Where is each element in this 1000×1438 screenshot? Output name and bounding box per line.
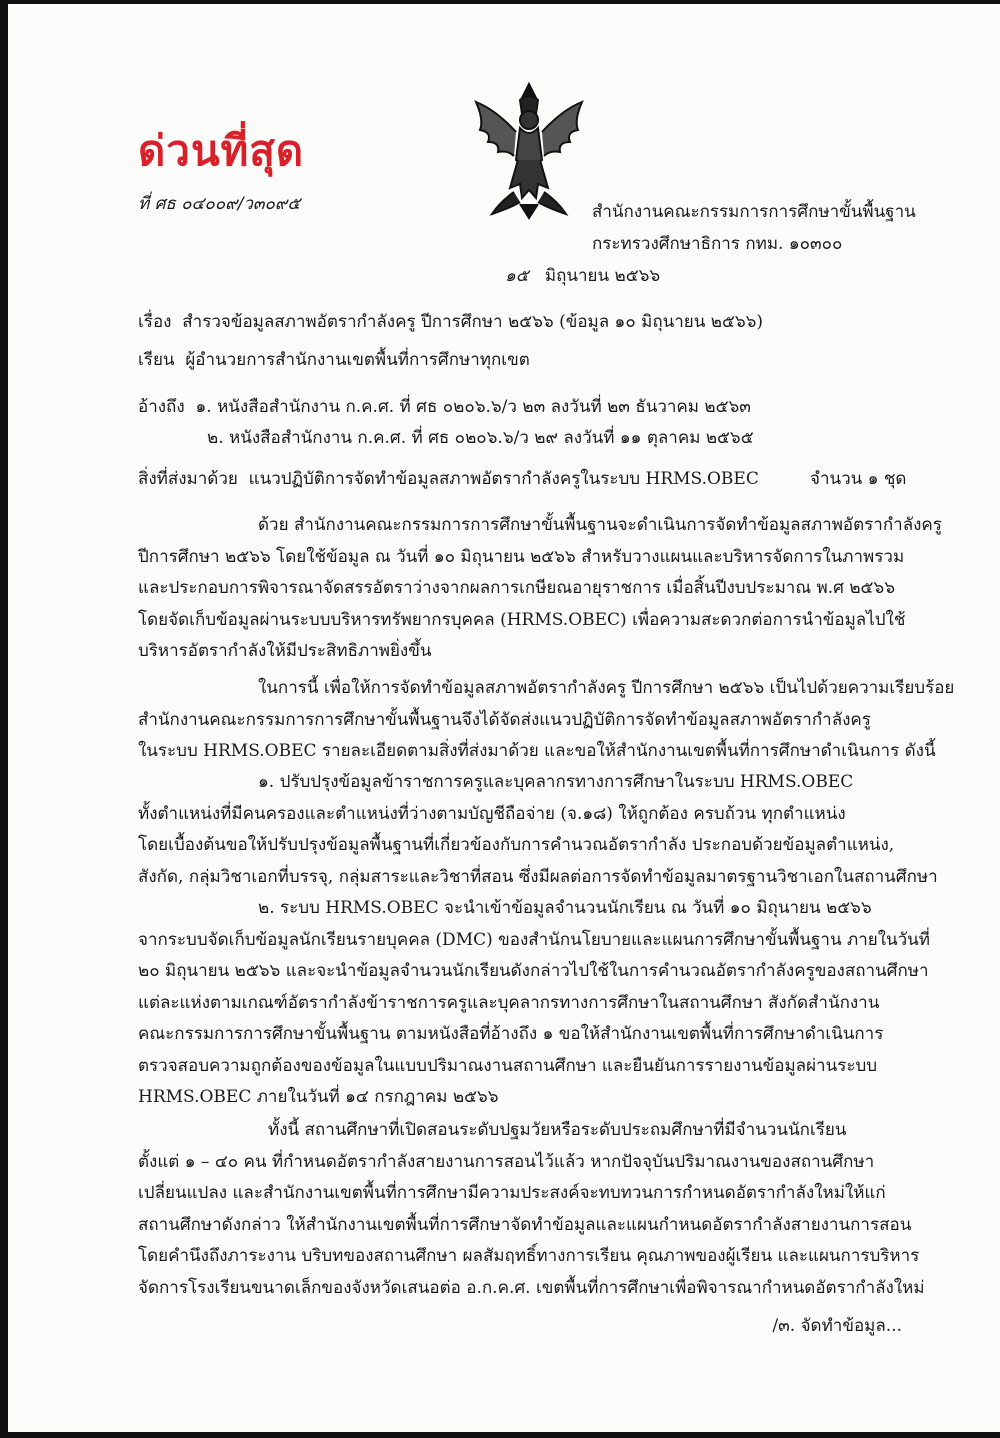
paragraph-line: ตั้งแต่ ๑ – ๔๐ คน ที่กำหนดอัตรากำลังสายงานการสอนไว้แล้ว หากปัจจุบันปริมาณงานของสถานศึกษา	[138, 1151, 875, 1172]
paragraph-line: โดยจัดเก็บข้อมูลผ่านระบบบริหารทรัพยากรบุคคล (HRMS.OBEC) เพื่อความสะดวกต่อการนำข้อมูลไปใช้	[138, 609, 906, 630]
reference-line-1	[138, 393, 751, 420]
recipient-label: เรียน	[138, 350, 175, 370]
recipient-text: ผู้อำนวยการสำนักงานเขตพื้นที่การศึกษาทุกเขต	[185, 350, 530, 370]
paragraph-line: แต่ละแห่งตามเกณฑ์อัตรากำลังข้าราชการครูและบุคลากรทางการศึกษาในสถานศึกษา สังกัดสำนักงาน	[138, 992, 880, 1013]
reference-number: ที่ ศธ ๐๔๐๐๙/ว๓๐๙๕	[138, 194, 301, 214]
recipient-line	[138, 346, 530, 373]
date-day: ๑๕	[505, 266, 529, 286]
paragraph-line: โดยคำนึงถึงภาระงาน บริบทของสถานศึกษา ผลสัมฤทธิ์ทางการเรียน คุณภาพของผู้เรียน และแผนการบริหาร	[138, 1246, 920, 1266]
body-paragraph-1	[138, 510, 942, 668]
reference-line-2	[207, 424, 754, 451]
subject-label: เรื่อง	[138, 312, 172, 332]
paragraph-line: คณะกรรมการการศึกษาขั้นพื้นฐาน ตามหนังสือที่อ้างถึง ๑ ขอให้สำนักงานเขตพื้นที่การศึกษาดำเนินการ	[138, 1024, 884, 1044]
reference-item: ๑. หนังสือสำนักงาน ก.ค.ศ. ที่ ศธ ๐๒๐๖.๖/ว ๒๓ ลงวันที่ ๒๓ ธันวาคม ๒๕๖๓	[195, 397, 751, 417]
scan-edge-left	[0, 0, 8, 1438]
body-paragraph-2	[138, 673, 955, 768]
paragraph-line: ด้วย สำนักงานคณะกรรมการการศึกษาขั้นพื้นฐานจะดำเนินการจัดทำข้อมูลสภาพอัตรากำลังครู	[258, 515, 942, 535]
body-paragraph-3	[138, 1115, 925, 1304]
subject-line	[138, 308, 763, 335]
paragraph-line: สำนักงานคณะกรรมการการศึกษาขั้นพื้นฐานจึงได้จัดส่งแนวปฏิบัติการจัดทำข้อมูลสภาพอัตรากำลังครู	[138, 709, 871, 730]
reference-label: อ้างถึง	[138, 397, 185, 417]
paragraph-line: HRMS.OBEC ภายในวันที่ ๑๔ กรกฎาคม ๒๕๖๖	[138, 1087, 499, 1107]
paragraph-line: ในระบบ HRMS.OBEC รายละเอียดตามสิ่งที่ส่งมาด้วย และขอให้สำนักงานเขตพื้นที่การศึกษาดำเนินการ ดังนี้	[138, 741, 936, 761]
paragraph-line: สังกัด, กลุ่มวิชาเอกที่บรรจุ, กลุ่มสาระและวิชาที่สอน ซึ่งมีผลต่อการจัดทำข้อมูลมาตรฐานวิชาเอกในสถานศึกษา	[138, 866, 938, 887]
date-month-year: มิถุนายน ๒๕๖๖	[544, 266, 661, 286]
paragraph-line: ทั้งตำแหน่งที่มีคนครองและตำแหน่งที่ว่างตามบัญชีถือจ่าย (จ.๑๘) ให้ถูกต้อง ครบถ้วน ทุกตำแหน่ง	[138, 803, 846, 824]
enclosure-quantity: จำนวน ๑ ชุด	[810, 469, 907, 489]
document-date	[505, 262, 660, 289]
page-continuation: /๓. จัดทำข้อมูล...	[772, 1316, 902, 1336]
urgency-stamp: ด่วนที่สุด	[138, 126, 305, 175]
paragraph-line: ตรวจสอบความถูกต้องของข้อมูลในแบบปริมาณงานสถานศึกษา และยืนยันการรายงานข้อมูลผ่านระบบ	[138, 1055, 878, 1076]
paragraph-line: เปลี่ยนแปลง และสำนักงานเขตพื้นที่การศึกษามีความประสงค์จะทบทวนการกำหนดอัตรากำลังใหม่ให้แก่	[138, 1183, 886, 1203]
scan-edge-bottom	[0, 1432, 1000, 1438]
paragraph-line: และประกอบการพิจารณาจัดสรรอัตราว่างจากผลการเกษียณอายุราชการ เมื่อสิ้นปีงบประมาณ พ.ศ ๒๕๖๖	[138, 578, 895, 598]
enclosure-line	[138, 465, 759, 492]
paragraph-line: สถานศึกษาดังกล่าว ให้สำนักงานเขตพื้นที่การศึกษาจัดทำข้อมูลและแผนกำหนดอัตรากำลังสายงานการสอน	[138, 1214, 912, 1235]
paragraph-line: ๒๐ มิถุนายน ๒๕๖๖ และจะนำข้อมูลจำนวนนักเรียนดังกล่าวไปใช้ในการคำนวณอัตรากำลังครูของสถานศึกษา	[138, 961, 929, 981]
paragraph-line: จากระบบจัดเก็บข้อมูลนักเรียนรายบุคคล (DMC) ของสำนักนโยบายและแผนการศึกษาขั้นพื้นฐาน ภายในวันที่	[138, 929, 930, 950]
paragraph-line: ทั้งนี้ สถานศึกษาที่เปิดสอนระดับปฐมวัยหรือระดับประถมศึกษาที่มีจำนวนนักเรียน	[268, 1120, 847, 1140]
organization-address: กระทรวงศึกษาธิการ กทม. ๑๐๓๐๐	[592, 234, 843, 254]
organization-name: สำนักงานคณะกรรมการการศึกษาขั้นพื้นฐาน	[592, 202, 916, 222]
paragraph-line: โดยเบื้องต้นขอให้ปรับปรุงข้อมูลพื้นฐานที่เกี่ยวข้องกับการคำนวณอัตรากำลัง ประกอบด้วยข้อมูลตำแหน่ง,	[138, 835, 895, 855]
scan-edge-top	[0, 0, 1000, 4]
body-item-2	[138, 893, 930, 1114]
paragraph-line: ในการนี้ เพื่อให้การจัดทำข้อมูลสภาพอัตรากำลังครู ปีการศึกษา ๒๕๖๖ เป็นไปด้วยความเรียบร้อย	[258, 678, 955, 698]
paragraph-line: ๒. ระบบ HRMS.OBEC จะนำเข้าข้อมูลจำนวนนักเรียน ณ วันที่ ๑๐ มิถุนายน ๒๕๖๖	[258, 898, 872, 918]
subject-text: สำรวจข้อมูลสภาพอัตรากำลังครู ปีการศึกษา ๒๕๖๖ (ข้อมูล ๑๐ มิถุนายน ๒๕๖๖)	[182, 312, 764, 332]
reference-item: ๒. หนังสือสำนักงาน ก.ค.ศ. ที่ ศธ ๐๒๐๖.๖/ว ๒๙ ลงวันที่ ๑๑ ตุลาคม ๒๕๖๕	[207, 428, 754, 448]
garuda-emblem-icon	[470, 80, 588, 220]
body-item-1	[138, 767, 938, 893]
enclosure-text: แนวปฏิบัติการจัดทำข้อมูลสภาพอัตรากำลังครูในระบบ HRMS.OBEC	[248, 469, 759, 489]
enclosure-label: สิ่งที่ส่งมาด้วย	[138, 469, 238, 489]
paragraph-line: บริหารอัตรากำลังให้มีประสิทธิภาพยิ่งขึ้น	[138, 641, 432, 661]
paragraph-line: จัดการโรงเรียนขนาดเล็กของจังหวัดเสนอต่อ อ.ก.ค.ศ. เขตพื้นที่การศึกษาเพื่อพิจารณากำหนดอัตรากำลังใหม่	[138, 1277, 925, 1298]
paragraph-line: ๑. ปรับปรุงข้อมูลข้าราชการครูและบุคลากรทางการศึกษาในระบบ HRMS.OBEC	[258, 772, 854, 792]
issuing-organization	[592, 196, 916, 260]
paragraph-line: ปีการศึกษา ๒๕๖๖ โดยใช้ข้อมูล ณ วันที่ ๑๐ มิถุนายน ๒๕๖๖ สำหรับวางแผนและบริหารจัดการในภาพรวม	[138, 546, 905, 567]
